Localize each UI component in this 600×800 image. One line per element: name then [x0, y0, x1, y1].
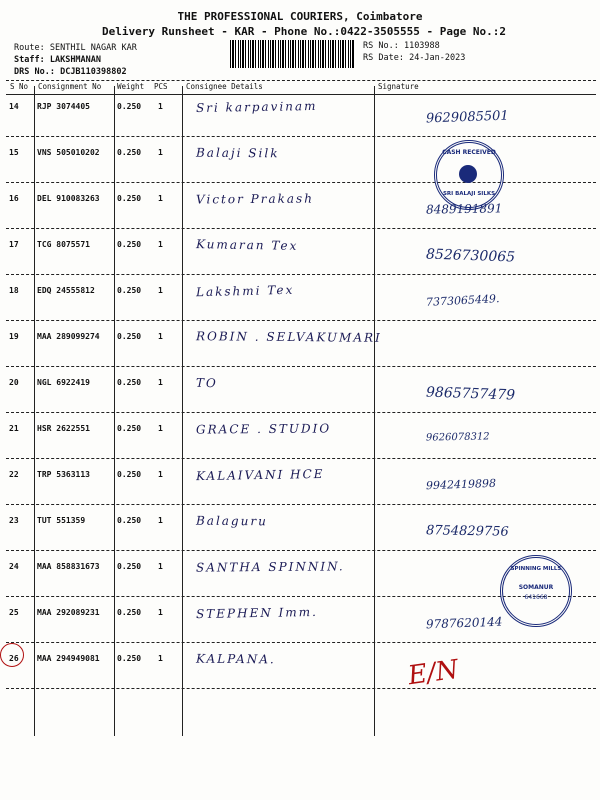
- rs-date-label: RS Date:: [363, 53, 404, 63]
- col-consignment-header: Consignment No: [38, 82, 102, 91]
- row-divider: [6, 550, 596, 551]
- row-consignee-handwritten: Lakshmi Tex: [195, 282, 295, 300]
- drs-line: [14, 67, 127, 77]
- row-consignment: RJP 3074405: [37, 102, 90, 111]
- row-sno: 15: [9, 148, 19, 157]
- rs-no-line: [363, 41, 440, 51]
- row-pcs: 1: [158, 516, 163, 525]
- row-consignment: EDQ 24555812: [37, 286, 95, 295]
- row-divider: [6, 228, 596, 229]
- header-rule: [6, 94, 596, 95]
- row-divider: [6, 274, 596, 275]
- row-consignee-handwritten: Balaguru: [195, 513, 268, 529]
- row-consignment: MAA 289099274: [37, 332, 100, 341]
- cash-received-stamp: [434, 140, 504, 210]
- row-weight: 0.250: [117, 516, 142, 525]
- row-pcs: 1: [158, 286, 163, 295]
- col-divider: [182, 86, 183, 736]
- rs-no-value: 1103988: [403, 41, 440, 51]
- rs-date-value: 24-Jan-2023: [409, 53, 466, 63]
- row-consignee-handwritten: ROBIN . SELVAKUMARI: [195, 329, 382, 345]
- row-divider: [6, 458, 596, 459]
- row-consignee-handwritten: Victor Prakash: [195, 191, 314, 207]
- row-pcs: 1: [158, 194, 163, 203]
- row-pcs: 1: [158, 148, 163, 157]
- row-sno: 26: [9, 654, 19, 663]
- row-weight: 0.250: [117, 240, 142, 249]
- row-consignment: DEL 910083263: [37, 194, 100, 203]
- row-weight: 0.250: [117, 102, 142, 111]
- staff-value: LAKSHMANAN: [49, 55, 102, 65]
- route-line: [14, 43, 137, 53]
- stamp-top-text: CASH RECEIVED: [442, 149, 496, 156]
- stamp-bottom-text: SRI BALAJI SILKS: [442, 191, 496, 197]
- row-divider: [6, 182, 596, 183]
- row-sno: 23: [9, 516, 19, 525]
- page-subtitle: Delivery Runsheet - KAR - Phone No.:0422-3505555 - Page No.:2: [102, 25, 506, 38]
- col-sno-header: S No: [10, 82, 29, 91]
- stamp2-code: 641668: [524, 594, 548, 601]
- row-consignment: TUT 551359: [37, 516, 86, 525]
- row-consignee-handwritten: Sri karpavinam: [195, 98, 318, 116]
- row-weight: 0.250: [117, 424, 142, 433]
- col-divider: [34, 86, 35, 736]
- row-consignee-handwritten: KALAIVANI HCE: [195, 466, 325, 484]
- row-sno: 25: [9, 608, 19, 617]
- row-consignment: MAA 294949081: [37, 654, 100, 663]
- row-signature-handwritten: 9787620144: [425, 614, 503, 632]
- row-26-red-circle: [0, 643, 24, 667]
- row-sno: 17: [9, 240, 19, 249]
- row-signature-handwritten: 9865757479: [425, 384, 516, 404]
- row-signature-handwritten: 8754829756: [425, 523, 509, 540]
- row-consignee-handwritten: GRACE . STUDIO: [195, 421, 332, 437]
- rs-date-line: [363, 53, 465, 63]
- row-consignment: MAA 858831673: [37, 562, 100, 571]
- row-pcs: 1: [158, 240, 163, 249]
- row-weight: 0.250: [117, 470, 142, 479]
- row-consignee-handwritten: KALPANA.: [195, 651, 276, 667]
- col-details-header: Consignee Details: [186, 82, 263, 91]
- drs-value: DCJB110398802: [60, 67, 127, 77]
- route-value: SENTHIL NAGAR KAR: [49, 43, 137, 53]
- row-signature-handwritten: 9626078312: [425, 431, 490, 444]
- row-weight: 0.250: [117, 562, 142, 571]
- row-signature-handwritten: 9942419898: [425, 476, 497, 493]
- table-top-rule: [6, 80, 596, 81]
- row-pcs: 1: [158, 424, 163, 433]
- row-consignee-handwritten: STEPHEN Imm.: [195, 604, 319, 622]
- rs-no-label: RS No.:: [363, 41, 399, 51]
- row-consignee-handwritten: SANTHA SPINNIN.: [195, 559, 345, 575]
- row-divider: [6, 642, 596, 643]
- row-divider: [6, 504, 596, 505]
- col-signature-header: Signature: [378, 82, 419, 91]
- barcode: [230, 40, 354, 68]
- col-divider: [374, 86, 375, 736]
- row-pcs: 1: [158, 654, 163, 663]
- row-weight: 0.250: [117, 194, 142, 203]
- row-divider: [6, 366, 596, 367]
- row-sno: 22: [9, 470, 19, 479]
- row-weight: 0.250: [117, 286, 142, 295]
- row-sno: 18: [9, 286, 19, 295]
- row-consignment: MAA 292089231: [37, 608, 100, 617]
- row-pcs: 1: [158, 608, 163, 617]
- row-consignment: TCG 8075571: [37, 240, 90, 249]
- row-weight: 0.250: [117, 332, 142, 341]
- row-consignment: VNS 505010202: [37, 148, 100, 157]
- col-pcs-header: PCS: [154, 82, 168, 91]
- row-divider: [6, 688, 596, 689]
- row-divider: [6, 136, 596, 137]
- row-signature-handwritten: 9629085501: [425, 108, 509, 127]
- staff-line: [14, 55, 101, 65]
- row-weight: 0.250: [117, 654, 142, 663]
- row-sno: 24: [9, 562, 19, 571]
- route-label: Route:: [14, 43, 45, 53]
- page-title: THE PROFESSIONAL COURIERS, Coimbatore: [177, 10, 423, 23]
- row-pcs: 1: [158, 332, 163, 341]
- row-divider: [6, 320, 596, 321]
- row-consignee-handwritten: Kumaran Tex: [195, 237, 299, 253]
- row-weight: 0.250: [117, 148, 142, 157]
- row-weight: 0.250: [117, 378, 142, 387]
- drs-label: DRS No.:: [14, 67, 55, 77]
- spinning-mills-stamp: [500, 555, 572, 627]
- row-divider: [6, 412, 596, 413]
- row-signature-handwritten: 7373065449.: [425, 292, 500, 309]
- row-sno: 19: [9, 332, 19, 341]
- row-consignee-handwritten: Balaji Silk: [195, 145, 280, 161]
- col-weight-header: Weight: [117, 82, 145, 91]
- stamp2-text: SPINNING MILLS: [510, 566, 562, 572]
- stamp2-mid-text: SOMANUR: [518, 584, 554, 591]
- row-pcs: 1: [158, 102, 163, 111]
- row-pcs: 1: [158, 470, 163, 479]
- col-divider: [114, 86, 115, 736]
- row-consignment: NGL 6922419: [37, 378, 90, 387]
- staff-label: Staff:: [14, 55, 45, 65]
- return-mark: E/N: [406, 654, 461, 692]
- row-sno: 21: [9, 424, 19, 433]
- row-weight: 0.250: [117, 608, 142, 617]
- row-sno: 16: [9, 194, 19, 203]
- row-pcs: 1: [158, 562, 163, 571]
- row-consignment: HSR 2622551: [37, 424, 90, 433]
- stamp-logo: [459, 165, 477, 183]
- row-sno: 14: [9, 102, 19, 111]
- row-pcs: 1: [158, 378, 163, 387]
- row-consignment: TRP 5363113: [37, 470, 90, 479]
- row-consignee-handwritten: TO: [195, 375, 218, 391]
- row-signature-handwritten: 8526730065: [425, 246, 516, 266]
- row-sno: 20: [9, 378, 19, 387]
- row-signature-handwritten: 8489191891: [425, 201, 503, 217]
